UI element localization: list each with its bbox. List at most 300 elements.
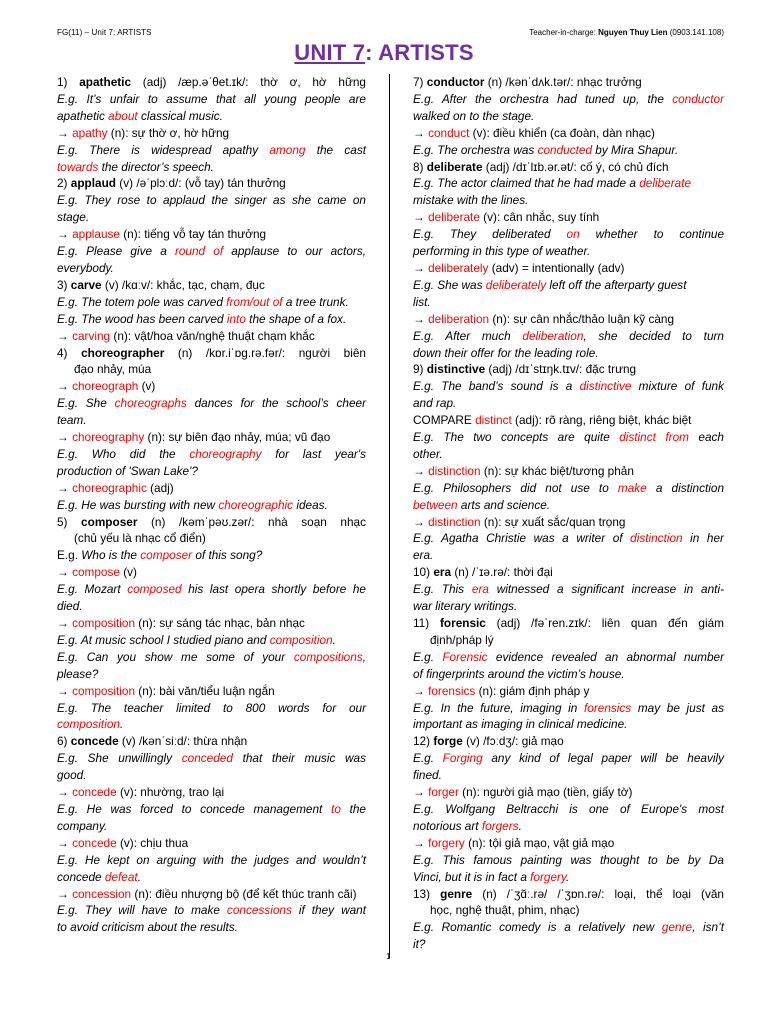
text-segment: any kind of legal paper will be heavily	[482, 751, 724, 766]
text-segment: →	[57, 565, 73, 580]
text-line	[57, 480, 366, 497]
text-line	[57, 328, 366, 345]
highlighted-term: composer	[140, 548, 193, 563]
text-line	[413, 784, 724, 801]
highlighted-term: make	[617, 480, 647, 495]
highlighted-term: choreographs	[114, 396, 187, 411]
text-segment: a tree trunk.	[282, 294, 349, 309]
text-segment: →	[57, 480, 73, 495]
text-line	[57, 243, 366, 260]
text-segment: (n): sự cân nhắc/thảo luận kỹ càng	[489, 311, 675, 326]
text-segment: (adv) = intentionally (adv)	[488, 260, 625, 275]
text-segment: →	[413, 683, 429, 698]
text-segment: E.g. She was	[413, 277, 486, 292]
text-segment: (adj) /dɪˈstɪŋk.tɪv/: đặc trưng	[485, 362, 637, 377]
headword: conductor	[426, 75, 485, 89]
text-segment: , she decided to turn	[583, 328, 724, 343]
text-segment: other.	[413, 446, 443, 461]
text-line	[57, 108, 366, 125]
text-segment: died.	[57, 599, 83, 614]
text-segment: E.g. There is widespread apathy	[57, 142, 270, 157]
text-segment: (n): người giả mạo (tiền, giấy tờ)	[458, 785, 633, 800]
text-segment: (n): sự biên đạo nhảy, múa; vũ đạo	[144, 430, 331, 445]
highlighted-term: forensics	[428, 683, 476, 698]
text-line	[57, 209, 366, 226]
text-line	[413, 649, 724, 666]
text-segment: →	[57, 886, 73, 901]
highlighted-term: concede	[72, 835, 117, 850]
text-segment: (adj)	[146, 480, 174, 495]
text-segment: 7)	[413, 75, 427, 89]
text-segment: (n) /ˈʒɑ̃ː.rə/ /ˈʒɒn.rə/: loại, thể loại (văn	[472, 886, 724, 901]
text-segment: (n) /kənˈdʌk.tər/: nhạc trưởng	[484, 75, 642, 89]
text-line	[57, 919, 366, 936]
text-segment: E.g. Please give a	[57, 244, 175, 259]
text-segment: (n): giám định pháp y	[475, 683, 590, 698]
highlighted-term: round of	[174, 244, 224, 259]
text-segment: (n): sự xuất sắc/quan trọng	[480, 514, 626, 529]
text-line	[413, 209, 724, 226]
text-line	[57, 767, 366, 784]
highlighted-term: Forging	[442, 751, 483, 766]
text-line	[57, 142, 366, 159]
headword: apathetic	[79, 75, 132, 89]
text-line	[413, 361, 724, 378]
text-segment: (n): bài văn/tiểu luận ngắn	[135, 683, 275, 698]
text-segment: in her	[682, 531, 724, 546]
text-line	[57, 378, 366, 395]
text-segment: of fingerprints around the victim’s house.	[413, 666, 625, 681]
text-segment: ,	[362, 649, 366, 664]
text-line	[57, 159, 366, 176]
text-line	[413, 159, 724, 176]
text-segment: E.g. They rose to applaud the singer as she came on	[57, 193, 366, 208]
text-line	[57, 345, 366, 362]
text-segment: →	[57, 785, 73, 800]
text-line	[413, 666, 724, 683]
teacher-prefix: Teacher-in-charge:	[529, 28, 599, 37]
text-segment: E.g. After much	[413, 328, 523, 343]
text-line	[57, 750, 366, 767]
text-line	[413, 125, 724, 142]
text-segment: fined.	[413, 768, 442, 783]
highlighted-term: deliberately	[485, 277, 547, 292]
highlighted-term: between	[413, 497, 458, 512]
text-segment: E.g. He kept on arguing with the judges and wouldn’t	[57, 852, 366, 867]
text-segment: , isn’t	[692, 920, 724, 935]
text-line	[413, 497, 724, 514]
text-segment: 6)	[57, 734, 71, 749]
highlighted-term: choreography	[189, 446, 262, 461]
text-line	[413, 378, 724, 395]
text-segment: →	[57, 379, 73, 394]
highlighted-term: about	[108, 108, 138, 123]
text-segment: era.	[413, 548, 434, 563]
teacher-name: Nguyen Thuy Lien	[598, 28, 668, 37]
text-line	[57, 395, 366, 412]
text-segment: E.g. She unwillingly	[57, 751, 182, 766]
highlighted-term: forger	[428, 785, 459, 800]
headword: concede	[70, 734, 119, 749]
text-line	[57, 581, 366, 598]
text-segment: (n): sự sáng tác nhạc, bản nhạc	[135, 616, 305, 630]
highlighted-term: compositions	[293, 649, 363, 664]
text-segment: (n): tội giả mạo, vật giả mạo	[464, 835, 615, 850]
text-line	[57, 852, 366, 869]
text-line	[413, 514, 724, 531]
text-segment: E.g.	[413, 649, 443, 664]
highlighted-term: choreograph	[72, 379, 139, 394]
text-segment: war literary writings.	[413, 599, 518, 614]
highlighted-term: into	[226, 311, 246, 326]
text-segment: →	[413, 785, 429, 800]
text-line	[57, 564, 366, 581]
text-segment: whether to continue	[579, 227, 724, 242]
text-line	[413, 226, 724, 243]
text-segment: (v): chịu thua	[116, 835, 189, 850]
text-segment: (v)	[119, 565, 137, 580]
highlighted-term: conducted	[537, 142, 593, 157]
text-line	[413, 936, 724, 953]
text-segment: →	[413, 125, 429, 140]
text-segment: ideas.	[293, 497, 328, 512]
text-line	[57, 226, 366, 243]
text-segment: and rap.	[413, 396, 457, 411]
text-segment: →	[413, 311, 429, 326]
highlighted-term: towards	[57, 159, 99, 174]
text-line	[57, 311, 366, 328]
headword: carve	[70, 277, 102, 292]
text-line	[57, 74, 366, 91]
text-line	[413, 463, 724, 480]
text-line	[413, 919, 724, 936]
text-segment: E.g. He was forced to concede management	[57, 801, 332, 816]
text-segment: .	[137, 869, 141, 884]
highlighted-term: Forensic	[442, 649, 488, 664]
text-line	[57, 547, 366, 564]
text-line	[57, 125, 366, 142]
text-line	[57, 700, 366, 717]
text-segment: E.g. They deliberated	[413, 227, 567, 242]
headword: forensic	[439, 616, 486, 630]
highlighted-term: distinction	[428, 514, 481, 529]
text-segment: →	[57, 430, 73, 445]
text-line	[57, 530, 366, 547]
highlighted-term: compose	[72, 565, 120, 580]
text-line	[413, 750, 724, 767]
text-segment: good.	[57, 768, 87, 783]
text-line	[57, 784, 366, 801]
text-segment: E.g. In the future, imaging in	[413, 700, 584, 715]
text-segment: if they want	[291, 903, 366, 918]
text-segment: E.g. At music school I studied piano and	[57, 632, 270, 647]
text-segment: E.g. The teacher limited to 800 words for our	[57, 700, 366, 715]
text-segment: →	[57, 125, 73, 140]
text-segment: down their offer for the leading role.	[413, 345, 599, 360]
text-line	[413, 260, 724, 277]
text-segment: mistake with the lines.	[413, 193, 529, 208]
highlighted-term: composed	[127, 582, 182, 597]
text-line	[57, 632, 366, 649]
text-segment: everybody.	[57, 260, 114, 275]
highlighted-term: conduct	[428, 125, 470, 140]
highlighted-term: on	[566, 227, 580, 242]
text-segment: (n): sự thờ ơ, hờ hững	[107, 125, 230, 140]
text-segment: production of 'Swan Lake'?	[57, 463, 198, 478]
text-segment: the shape of a fox.	[245, 311, 347, 326]
text-line	[413, 108, 724, 125]
text-line	[413, 886, 724, 903]
text-line	[57, 463, 366, 480]
text-segment: E.g. It’s unfair to assume that all young people are	[57, 91, 366, 106]
highlighted-term: conceded	[181, 751, 233, 766]
highlighted-term: carving	[72, 328, 111, 343]
page-title	[0, 40, 768, 66]
highlighted-term: distinction	[428, 463, 481, 478]
text-segment: E.g. This famous painting was thought to be by Da	[413, 852, 724, 867]
highlighted-term: deliberation	[428, 311, 490, 326]
text-segment: (v): điều khiển (ca đoàn, dàn nhạc)	[469, 125, 655, 140]
text-segment: applause to our actors,	[223, 244, 366, 259]
highlighted-term: concede	[72, 785, 117, 800]
page-number: 1	[386, 952, 391, 961]
highlighted-term: choreography	[72, 430, 145, 445]
text-segment: (n): tiếng vỗ tay tán thưởng	[119, 227, 267, 242]
text-line	[57, 818, 366, 835]
text-segment: (n): sự khác biệt/tương phản	[480, 463, 634, 478]
highlighted-term: forgery	[530, 869, 566, 884]
highlighted-term: era	[471, 582, 489, 597]
text-segment: that their music was	[232, 751, 366, 766]
highlighted-term: composition	[72, 616, 136, 630]
text-segment: list.	[413, 294, 431, 309]
highlighted-term: distinctive	[579, 379, 632, 394]
text-segment: 2)	[57, 176, 71, 191]
headword: era	[433, 565, 452, 580]
text-segment: (n) /kəmˈpəʊ.zər/: nhà soạn nhạc	[137, 514, 366, 529]
text-segment: 5)	[57, 514, 82, 529]
text-line	[413, 767, 724, 784]
text-line	[57, 716, 366, 733]
text-segment: (v)	[138, 379, 156, 394]
text-segment: .	[119, 717, 124, 732]
headword: genre	[440, 886, 473, 901]
text-line	[413, 175, 724, 192]
text-segment: E.g. Mozart	[57, 582, 128, 597]
text-segment: .	[566, 869, 570, 884]
text-segment: học, nghệ thuật, phim, nhạc)	[430, 903, 580, 918]
text-line	[413, 700, 724, 717]
text-segment: E.g. The band’s sound is a	[413, 379, 580, 394]
text-line	[413, 311, 724, 328]
text-line	[57, 733, 366, 750]
text-line	[413, 74, 724, 91]
text-line	[57, 497, 366, 514]
text-line	[57, 412, 366, 429]
text-segment: stage.	[57, 210, 90, 225]
highlighted-term: from/out of	[226, 294, 283, 309]
text-segment: (n) /ˈɪə.rə/: thời đại	[451, 565, 553, 580]
text-segment: →	[57, 616, 73, 630]
text-line	[57, 294, 366, 311]
highlighted-term: choreographic	[72, 480, 147, 495]
text-segment: (v): cân nhắc, suy tính	[479, 210, 600, 225]
text-line	[57, 666, 366, 683]
text-line	[413, 632, 724, 649]
text-segment: E.g. She	[57, 396, 115, 411]
highlighted-term: forensics	[584, 700, 632, 715]
text-line	[57, 869, 366, 886]
highlighted-term: concessions	[226, 903, 292, 918]
text-segment: E.g. The actor claimed that he had made a	[413, 176, 640, 191]
text-segment: 8)	[413, 159, 427, 174]
text-segment: (adj) /fəˈren.zɪk/: liên quan đến giám	[485, 616, 724, 630]
text-segment: by Mira Shapur.	[592, 142, 679, 157]
text-segment: 12)	[413, 734, 434, 749]
text-segment: his last opera shortly before he	[181, 582, 366, 597]
text-line	[413, 733, 724, 750]
text-line	[57, 260, 366, 277]
text-segment: (adj) /æp.əˈθet.ɪk/: thờ ơ, hờ hững	[131, 75, 366, 89]
highlighted-term: composition	[57, 717, 120, 732]
text-segment: E.g. Can you show me some of your	[57, 649, 294, 664]
text-segment: Who is the	[81, 548, 141, 563]
text-line	[413, 801, 724, 818]
text-line	[57, 683, 366, 700]
highlighted-term: distinction	[630, 531, 683, 546]
text-segment: concede	[57, 869, 105, 884]
text-line	[413, 547, 724, 564]
text-segment: (v) /kɑːv/: khắc, tạc, chạm, đục	[101, 277, 265, 292]
text-segment: →	[57, 683, 73, 698]
highlighted-term: genre	[661, 920, 693, 935]
text-segment: (adj): rõ ràng, riêng biệt, khác biệt	[511, 413, 692, 428]
text-segment: (v) /kənˈsiːd/: thừa nhận	[118, 734, 248, 749]
text-line	[413, 142, 724, 159]
highlighted-term: defeat	[104, 869, 138, 884]
highlighted-term: composition	[72, 683, 136, 698]
text-line	[413, 192, 724, 209]
text-segment: 3)	[57, 277, 71, 292]
text-segment: team.	[57, 413, 87, 428]
text-segment: →	[57, 835, 73, 850]
text-segment: important as imaging in clinical medicine.	[413, 717, 628, 732]
text-segment: the	[340, 801, 366, 816]
text-segment: →	[413, 463, 429, 478]
text-segment: E.g. Wolfgang Beltracchi is one of Europe's most	[413, 801, 724, 816]
text-segment: E.g.	[57, 548, 82, 563]
text-line	[57, 835, 366, 852]
headword: forge	[433, 734, 463, 749]
text-segment: evidence revealed an abnormal number	[487, 649, 725, 664]
highlighted-term: among	[269, 142, 306, 157]
headword: distinctive	[426, 362, 486, 377]
text-segment: dances for the school’s cheer	[186, 396, 367, 411]
text-segment: to avoid criticism about the results.	[57, 920, 238, 935]
text-segment: →	[413, 835, 429, 850]
text-line	[413, 564, 724, 581]
text-line	[413, 683, 724, 700]
text-segment: walked on to the stage.	[413, 108, 535, 123]
text-segment: (v) /fɔːdʒ/: giả mạo	[462, 734, 564, 749]
text-segment: 10)	[413, 565, 434, 580]
highlighted-term: to	[331, 801, 341, 816]
text-line	[57, 446, 366, 463]
left-column	[57, 74, 366, 936]
text-line	[413, 277, 724, 294]
text-segment: E.g. The totem pole was carved	[57, 294, 227, 309]
text-segment: E.g. The wood has been carved	[57, 311, 227, 326]
column-divider	[389, 74, 390, 958]
text-segment: Vinci, but it is in fact a	[413, 869, 531, 884]
text-segment: (adj) /dɪˈlɪb.ər.ət/: cố ý, có chủ đích	[482, 159, 669, 174]
text-line	[413, 852, 724, 869]
text-segment: .	[332, 632, 336, 647]
text-line	[57, 801, 366, 818]
header-teacher	[529, 28, 724, 37]
text-segment: 4)	[57, 345, 82, 360]
text-line	[57, 175, 366, 192]
text-line	[413, 581, 724, 598]
text-line	[413, 446, 724, 463]
text-line	[57, 91, 366, 108]
text-segment: of this song?	[192, 548, 263, 563]
text-line	[413, 429, 724, 446]
text-segment: company.	[57, 818, 108, 833]
text-line	[57, 886, 366, 903]
text-segment: E.g. Romantic comedy is a relatively new	[413, 920, 662, 935]
teacher-phone: (0903.141.108)	[667, 28, 724, 37]
text-segment: đạo nhảy, múa	[74, 362, 152, 377]
highlighted-term: distinct from	[619, 430, 689, 445]
text-segment: (n): điều nhượng bộ (để kết thúc tranh cãi)	[131, 886, 357, 901]
text-line	[57, 192, 366, 209]
text-segment: (n) /kɒr.iˈɒg.rə.fər/: người biên	[164, 345, 366, 360]
text-line	[413, 412, 724, 429]
text-segment: E.g. Philosophers did not use to	[413, 480, 618, 495]
text-segment: →	[57, 328, 73, 343]
text-segment: định/pháp lý	[430, 632, 494, 647]
text-line	[413, 480, 724, 497]
text-segment: E.g. He was bursting with new	[57, 497, 219, 512]
text-segment: performing in this type of weather.	[413, 244, 591, 259]
text-segment: (chủ yếu là nhạc cổ điển)	[74, 531, 206, 546]
text-line	[57, 615, 366, 632]
text-segment: left off the afterparty guest	[546, 277, 687, 292]
highlighted-term: forgery	[428, 835, 465, 850]
text-segment: →	[413, 210, 429, 225]
text-segment: →	[413, 260, 429, 275]
text-segment: COMPARE	[413, 413, 476, 428]
highlighted-term: distinct	[475, 413, 512, 428]
text-segment: a distinction	[646, 480, 724, 495]
text-segment: witnessed a significant increase in anti-	[488, 582, 724, 597]
text-line	[57, 429, 366, 446]
text-line	[413, 395, 724, 412]
text-segment: E.g. The orchestra was	[413, 142, 538, 157]
text-segment: 13)	[413, 886, 441, 901]
text-segment: may be just as	[631, 700, 724, 715]
title-rest: : ARTISTS	[365, 40, 474, 65]
text-segment: please?	[57, 666, 99, 681]
highlighted-term: choreographic	[218, 497, 294, 512]
highlighted-term: deliberately	[428, 260, 489, 275]
text-line	[413, 598, 724, 615]
text-segment: E.g. Agatha Christie was a writer of	[413, 531, 631, 546]
text-line	[413, 902, 724, 919]
text-segment: E.g. After the orchestra had tuned up, the	[413, 91, 673, 106]
text-segment: 11)	[413, 616, 440, 630]
